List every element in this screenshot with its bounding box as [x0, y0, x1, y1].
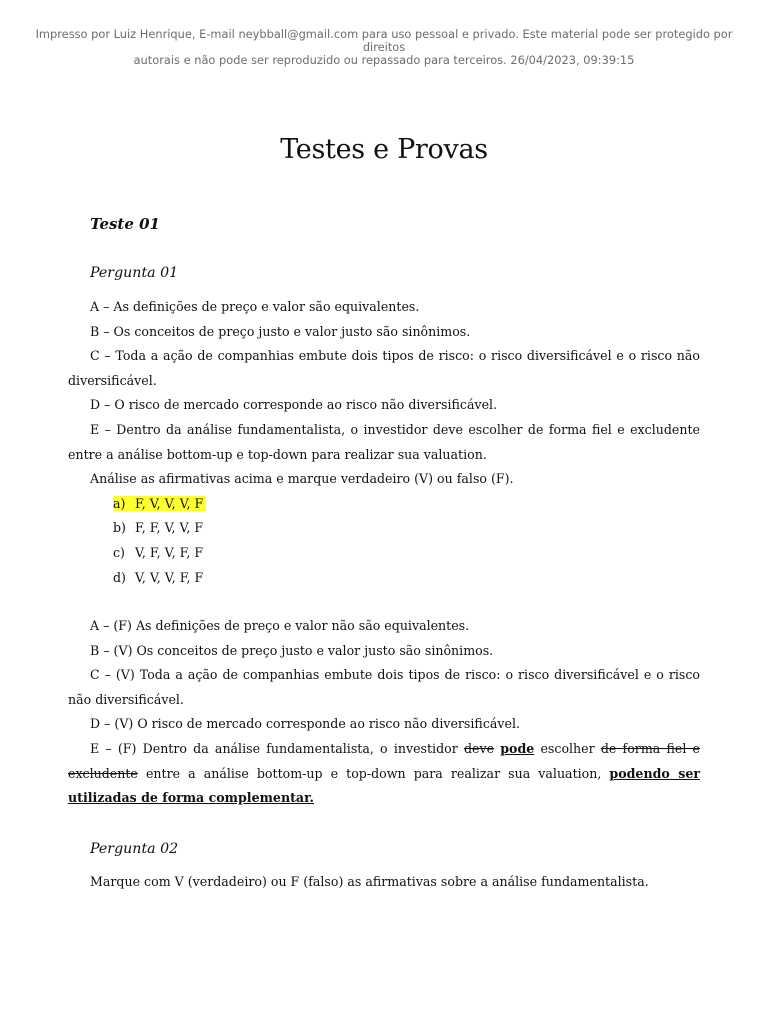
watermark-line-2: autorais e não pode ser reproduzido ou repassado para terceiros. 26/04/2023, 09:39:15	[133, 53, 635, 67]
struck-phrase: de forma fiel e excludente	[68, 740, 700, 781]
option-text: V, V, V, F, F	[135, 569, 204, 585]
question-2-instruction: Marque com V (verdadeiro) ou F (falso) as afirmativas sobre a análise fundamentalista.	[90, 874, 649, 889]
statement-e: E – Dentro da análise fundamentalista, o investidor deve escolher de forma fiel e excludente entre a análise bottom-up e top-down para realizar sua valuation.	[68, 421, 700, 462]
option-c	[68, 541, 700, 566]
option-d	[68, 566, 700, 591]
question-1-body	[68, 295, 700, 590]
answer-b: B – (V) Os conceitos de preço justo e valor justo são sinônimos.	[90, 642, 494, 658]
question-2	[68, 837, 700, 862]
answer-e-mid-2: entre a análise bottom-up e top-down para realizar sua valuation,	[137, 765, 610, 781]
answer-e	[68, 737, 700, 811]
answer-e-mid-1: escolher	[534, 740, 601, 756]
option-text: F, V, V, V, F	[135, 495, 204, 511]
question-1-heading: Pergunta 01	[90, 265, 179, 281]
answer-c: C – (V) Toda a ação de companhias embute dois tipos de risco: o risco diversificável e o risco não diversificável.	[68, 667, 700, 707]
statement-c: C – Toda a ação de companhias embute dois tipos de risco: o risco diversificável e o risco não diversificável.	[68, 348, 700, 388]
answer-d: D – (V) O risco de mercado corresponde ao risco não diversificável.	[90, 716, 520, 732]
option-label: a)	[113, 495, 126, 511]
watermark-line-1: Impresso por Luiz Henrique, E-mail neybball@gmail.com para uso pessoal e privado. Este material pode ser protegido por direitos	[35, 27, 733, 54]
question-1-answers	[68, 614, 700, 811]
document-body	[68, 212, 700, 237]
print-watermark	[30, 28, 738, 67]
question-1-instruction: Análise as afirmativas acima e marque verdadeiro (V) ou falso (F).	[90, 471, 514, 487]
statement-a: A – As definições de preço e valor são equivalentes.	[90, 299, 420, 314]
option-text: F, F, V, V, F	[135, 520, 204, 536]
option-text: V, F, V, F, F	[135, 544, 204, 560]
statement-b: B – Os conceitos de preço justo e valor justo são sinônimos.	[90, 323, 471, 339]
struck-word-deve: deve	[463, 740, 495, 756]
option-b	[68, 516, 700, 541]
statement-d: D – O risco de mercado corresponde ao risco não diversificável.	[90, 397, 498, 413]
question-1	[68, 261, 700, 286]
option-a-highlight	[113, 496, 206, 511]
corrected-phrase: podendo ser utilizadas de forma complementar.	[68, 765, 700, 806]
option-label: c)	[113, 544, 125, 560]
option-a	[68, 492, 700, 517]
option-label: b)	[113, 520, 126, 536]
document-title: Testes e Provas	[280, 134, 488, 165]
question-2-body	[68, 870, 700, 895]
answer-e-prefix: E – (F) Dentro da análise fundamentalista, o investidor	[90, 740, 464, 756]
corrected-word-pode: pode	[500, 740, 535, 756]
answer-a: A – (F) As definições de preço e valor não são equivalentes.	[90, 618, 470, 633]
option-label: d)	[113, 569, 126, 585]
question-2-heading: Pergunta 02	[90, 841, 179, 857]
test-heading: Teste 01	[90, 215, 160, 233]
